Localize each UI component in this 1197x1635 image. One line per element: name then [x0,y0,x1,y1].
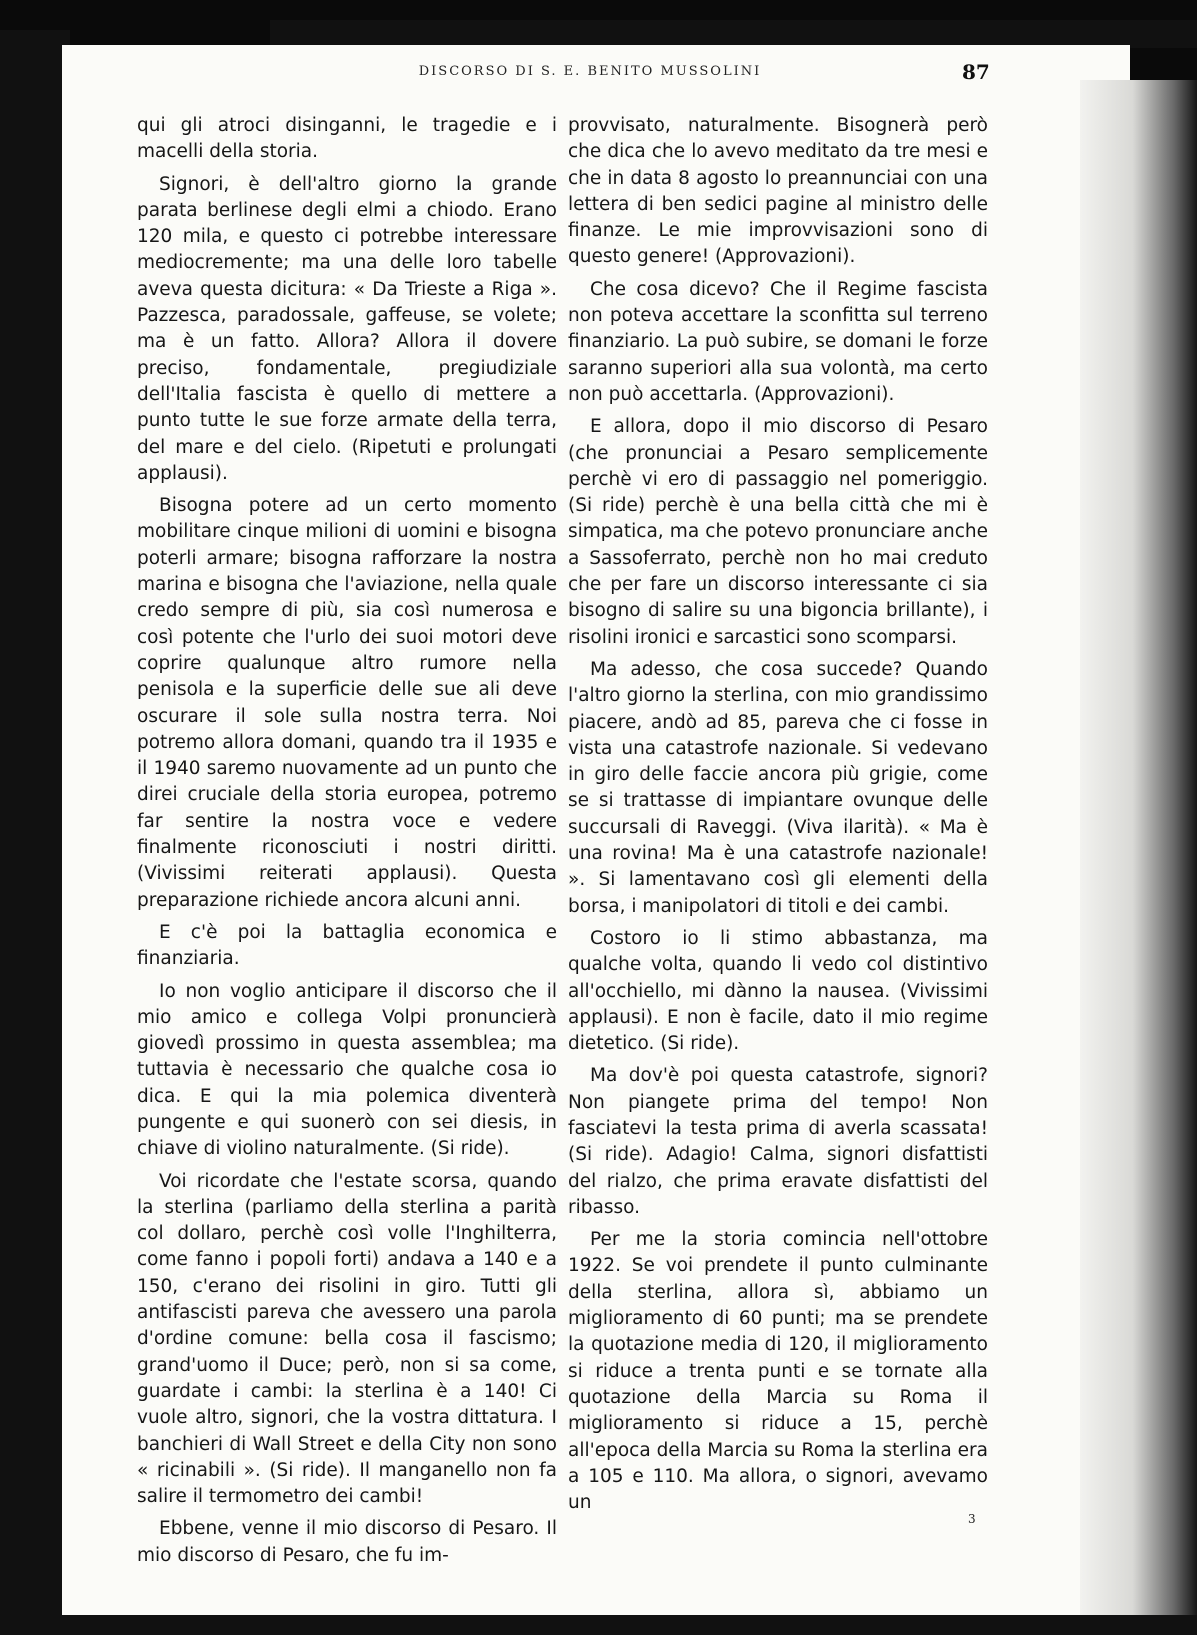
scan-bottom-border [0,1615,1197,1635]
paragraph: Bisogna potere ad un certo momento mobilitare cinque milioni di uomini e bisogna poterli armare; bisogna rafforzare la nostra marina e bisogna che l'aviazione, nella quale credo sempre di più, sia così numerosa e così potente che l'urlo dei suoi motori deve coprire qualunque altro rumore nella penisola e la superficie delle sue ali deve oscurare il sole sulla nostra terra. Noi potremo allora domani, quando tra il 1935 e il 1940 saremo nuovamente ad un punto che direi cruciale della storia europea, potremo far sentire la nostra voce e vedere finalmente riconosciuti i nostri diritti. (Vivissimi reiterati applausi). Questa preparazione richiede ancora alcuni anni. [137,495,557,911]
paragraph: Io non voglio anticipare il discorso che il mio amico e collega Volpi pronuncierà giovedì prossimo in questa assemblea; ma tuttavia è necessario che qualche cosa io dica. E qui la mia polemica diventerà pungente e qui suonerò con sei diesis, in chiave di violino naturalmente. (Si ride). [137,980,557,1160]
paragraph: provvisato, naturalmente. Bisognerà però che dica che lo avevo meditato da tre mesi e che in data 8 agosto lo preannunciai con una lettera di ben sedici pagine al ministro delle finanze. Le mie improvvisazioni sono di questo genere! (Approvazioni). [568,115,988,268]
paragraph: Voi ricordate che l'estate scorsa, quando la sterlina (parliamo della sterlina a parità col dollaro, perchè così volle l'Inghilterra, come fanno i popoli forti) andava a 140 e a 150, c'erano dei risolini in giro. Tutti gli antifascisti pareva che avessero una parola d'ordine comune: bella cosa il fascismo; grand'uomo il Duce; però, non si sa come, guardate i cambi: la sterlina è a 140! Ci vuole altro, signori, che la vostra dittatura. I banchieri di Wall Street e della City non sono « ricinabili ». (Si ride). Il manganello non fa salire il termometro dei cambi! [137,1170,557,1508]
paragraph: E allora, dopo il mio discorso di Pesaro (che pronunciai a Pesaro semplicemente perchè vi ero di passaggio nel pomeriggio. (Si ride) perchè è una bella città che mi è simpatica, ma che potevo pronunciare anche a Sassoferrato, perchè non ho mai creduto che per fare un discorso interessante ci sia bisogno di salire su una bigoncia brillante), i risolini ironici e sarcastici sono scomparsi. [568,416,988,648]
scan-left-border [0,30,70,1635]
paragraph: Che cosa dicevo? Che il Regime fascista non poteva accettare la sconfitta sul terreno finanziario. La può subire, se domani le forze saranno superiori alla sua volontà, ma certo non può accettarla. (Approvazioni). [568,278,988,405]
scan-top-border [270,20,1197,48]
right-text-column [568,113,988,1522]
running-title: DISCORSO DI S. E. BENITO MUSSOLINI [418,64,762,79]
paragraph: Ma dov'è poi questa catastrofe, signori? Non piangete prima del tempo! Non fasciatevi la testa prima di averla scassata! (Si ride). Adagio! Calma, signori disfattisti del rialzo, che prima eravate disfattisti del ribasso. [568,1065,988,1218]
paragraph: Ma adesso, che cosa succede? Quando l'altro giorno la sterlina, con mio grandissimo piacere, andò ad 85, pareva che ci fosse in vista una catastrofe nazionale. Si vedevano in giro delle faccie ancora più grigie, come se si trattasse di impiantare ovunque delle succursali di Raveggi. (Viva ilarità). « Ma è una rovina! Ma è una catastrofe nazionale! ». Si lamentavano così gli elementi della borsa, i manipolatori di titoli e dei cambi. [568,658,988,917]
paragraph: E c'è poi la battaglia economica e finanziaria. [137,921,557,970]
paragraph: qui gli atroci disinganni, le tragedie e i macelli della storia. [137,115,557,163]
paragraph: Ebbene, venne il mio discorso di Pesaro. Il mio discorso di Pesaro, che fu im- [137,1518,557,1566]
signature-mark: 3 [968,1512,976,1526]
paragraph: Signori, è dell'altro giorno la grande parata berlinese degli elmi a chiodo. Erano 120 mila, e questo ci potrebbe interessare mediocremente; ma una delle loro tabelle aveva questa dicitura: « Da Trieste a Riga ». Pazzesca, paradossale, gaffeuse, se volete; ma è un fatto. Allora? Allora il dovere preciso, fondamentale, pregiudiziale dell'Italia fascista è quello di mettere a punto tutte le sue forze armate della terra, del mare e del cielo. (Ripetuti e prolungati applausi). [137,173,557,484]
paragraph: Costoro io li stimo abbastanza, ma qualche volta, quando li vedo col distintivo all'occhiello, mi dànno la nausea. (Vivissimi applausi). E non è facile, dato il mio regime dietetico. (Si ride). [568,927,988,1055]
page-number: 87 [962,60,990,84]
left-text-column [137,113,557,1575]
page-gutter-shadow [1080,80,1197,1635]
paragraph: Per me la storia comincia nell'ottobre 1922. Se voi prendete il punto culminante della sterlina, allora sì, abbiamo un miglioramento di 60 punti; ma se prendete la quotazione media di 120, il miglioramento si riduce a trenta punti e se tornate alla quotazione della Marcia su Roma il miglioramento si riduce a 15, perchè all'epoca della Marcia su Roma la sterlina era a 105 e 110. Ma allora, o signori, avevamo un [568,1229,988,1514]
